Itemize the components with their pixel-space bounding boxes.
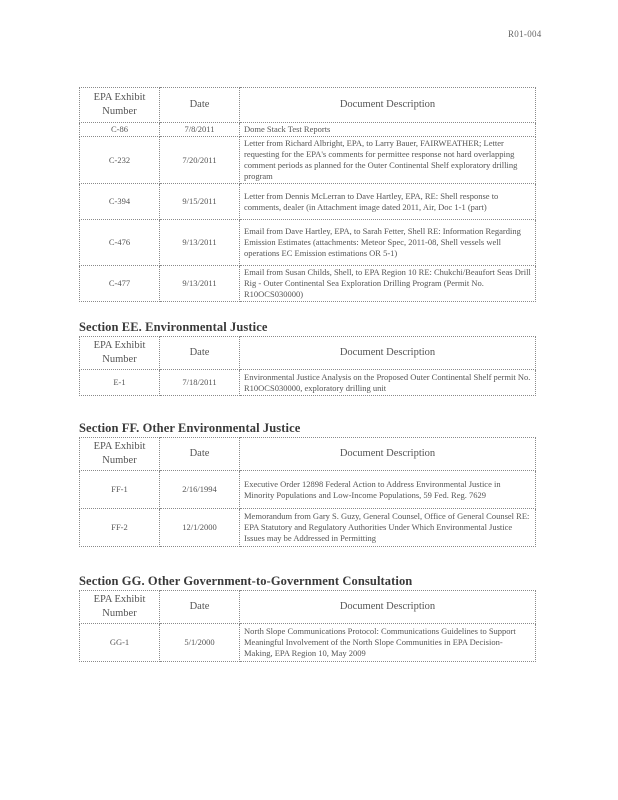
exhibit-number: C-394	[80, 184, 160, 220]
page-id: R01-004	[508, 29, 542, 39]
table-row	[80, 624, 536, 662]
table-row	[80, 266, 536, 302]
exhibit-number: C-476	[80, 220, 160, 266]
exhibit-number: E-1	[80, 370, 160, 396]
table-row	[80, 509, 536, 547]
exhibit-date: 7/8/2011	[160, 123, 240, 137]
section-gg-title: Section GG. Other Government-to-Government Consultation	[79, 574, 413, 588]
section-ff-table	[79, 437, 536, 547]
exhibit-description: Environmental Justice Analysis on the Proposed Outer Continental Shelf permit No. R10OCS030000, exploratory drilling unit	[240, 370, 536, 396]
header-date: Date	[160, 88, 240, 123]
exhibit-description: Email from Susan Childs, Shell, to EPA Region 10 RE: Chukchi/Beaufort Seas Drill Rig - Outer Continental Sea Exploration Drilling Program (Permit No. R10OCS030000)	[240, 266, 536, 302]
exhibit-description: Memorandum from Gary S. Guzy, General Counsel, Office of General Counsel RE: EPA Statutory and Regulatory Authorities Under Which Environmental Justice Issues may be Addressed in Permitting	[240, 509, 536, 547]
exhibit-number: FF-2	[80, 509, 160, 547]
header-date: Date	[160, 438, 240, 471]
exhibit-number: C-86	[80, 123, 160, 137]
exhibit-date: 2/16/1994	[160, 471, 240, 509]
exhibit-description: Letter from Dennis McLerran to Dave Hartley, EPA, RE: Shell response to comments, dealer (in Attachment image dated 2011, Air, Doc 1-1 (part)	[240, 184, 536, 220]
exhibit-description: Executive Order 12898 Federal Action to Address Environmental Justice in Minority Populations and Low-Income Populations, 59 Fed. Reg. 7629	[240, 471, 536, 509]
exhibit-description: North Slope Communications Protocol: Communications Guidelines to Support Meaningful Involvement of the North Slope Communities in EPA Decision-Making, EPA Region 10, May 2009	[240, 624, 536, 662]
header-exhibit-number: EPA Exhibit Number	[80, 88, 160, 123]
section-ff-title: Section FF. Other Environmental Justice	[79, 421, 301, 435]
header-exhibit-number: EPA Exhibit Number	[80, 591, 160, 624]
table-row	[80, 137, 536, 184]
exhibit-date: 5/1/2000	[160, 624, 240, 662]
exhibit-number: C-232	[80, 137, 160, 184]
table-row	[80, 123, 536, 137]
exhibit-date: 7/18/2011	[160, 370, 240, 396]
exhibit-number: FF-1	[80, 471, 160, 509]
header-description: Document Description	[240, 591, 536, 624]
header-description: Document Description	[240, 337, 536, 370]
table-header-row	[80, 337, 536, 370]
exhibit-date: 7/20/2011	[160, 137, 240, 184]
header-description: Document Description	[240, 88, 536, 123]
table-row	[80, 471, 536, 509]
table-row	[80, 220, 536, 266]
section-ee-table	[79, 336, 536, 396]
exhibit-date: 9/15/2011	[160, 184, 240, 220]
exhibit-number: GG-1	[80, 624, 160, 662]
section-ee-title: Section EE. Environmental Justice	[79, 320, 268, 334]
header-exhibit-number: EPA Exhibit Number	[80, 337, 160, 370]
exhibit-description: Email from Dave Hartley, EPA, to Sarah Fetter, Shell RE: Information Regarding Emission Estimates (attachments: Meteor Spec, 2011-08, Shell vessels well operations EC Emission estimations OR 5-1)	[240, 220, 536, 266]
table-header-row	[80, 438, 536, 471]
table-row	[80, 184, 536, 220]
section-gg-table	[79, 590, 536, 662]
table-header-row	[80, 591, 536, 624]
header-description: Document Description	[240, 438, 536, 471]
header-date: Date	[160, 591, 240, 624]
exhibit-description: Dome Stack Test Reports	[240, 123, 536, 137]
table-header-row	[80, 88, 536, 123]
exhibit-number: C-477	[80, 266, 160, 302]
exhibit-date: 9/13/2011	[160, 266, 240, 302]
exhibit-description: Letter from Richard Albright, EPA, to Larry Bauer, FAIRWEATHER; Letter requesting for the EPA's comments for permittee response not hard overlapping comment periods as planned for the Outer Continental Shelf exploratory drilling program	[240, 137, 536, 184]
exhibit-date: 12/1/2000	[160, 509, 240, 547]
table-row	[80, 370, 536, 396]
header-exhibit-number: EPA Exhibit Number	[80, 438, 160, 471]
header-date: Date	[160, 337, 240, 370]
exhibits-table-continued	[79, 87, 536, 302]
exhibit-date: 9/13/2011	[160, 220, 240, 266]
